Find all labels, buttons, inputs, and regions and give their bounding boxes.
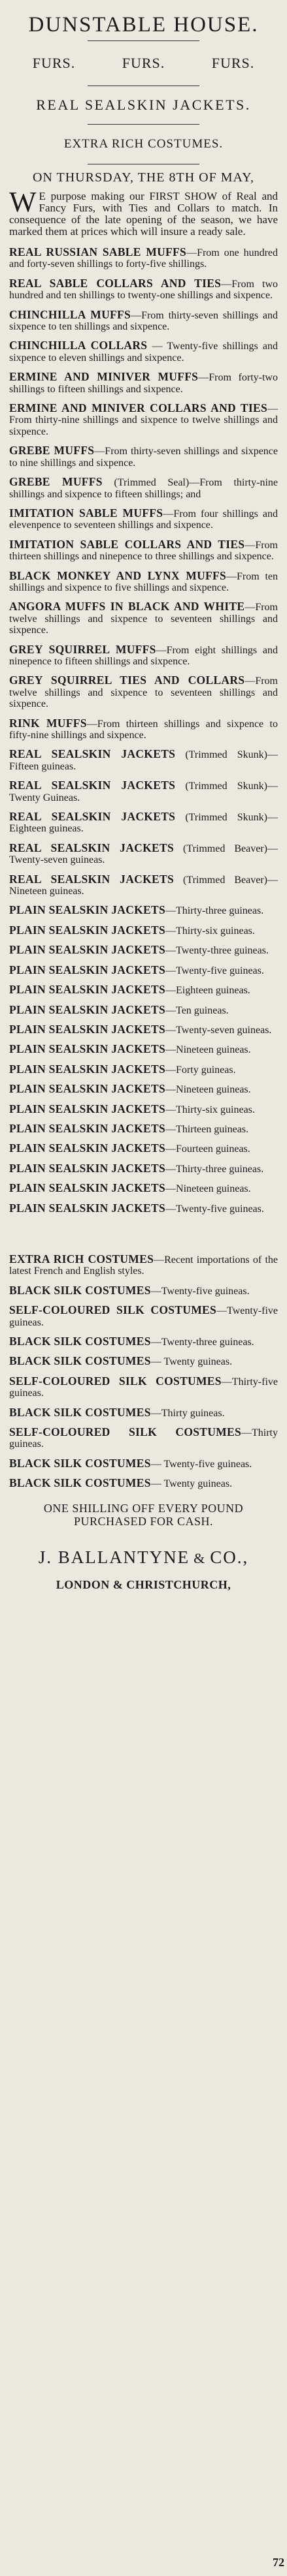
fur-entry [9,780,278,803]
fur-entry [9,925,278,937]
cash-discount-note: ONE SHILLING OFF EVERY POUND PURCHASED FOR CASH. [43,1501,244,1528]
costume-entry-title: SELF-COLOURED SILK COSTUMES [9,1425,241,1439]
fur-entry-description: —From thirty-seven shillings and sixpence to ten shillings and sixpence. [9,309,278,333]
costume-entry [9,1254,278,1277]
costume-entry [9,1285,278,1297]
fur-entry [9,811,278,835]
fur-entry-title: GREBE MUFFS [9,444,95,458]
fur-entry-title: PLAIN SEALSKIN JACKETS [9,1002,166,1016]
furs-label-2: FURS. [122,55,165,71]
sub-heading: EXTRA RICH COSTUMES. [63,137,224,151]
fur-entry [9,965,278,976]
fur-entry-description: —Twenty-five guineas. [165,965,264,976]
fur-entry-description: — Twenty-five shillings and sixpence to eleven shillings and sixpence. [9,341,278,364]
fur-entry [9,644,278,668]
costume-entry-description: — Twenty-five guineas. [150,1458,252,1470]
fur-entry-description: —From two hundred and ten shillings to twenty-one shillings and sixpence. [9,278,279,302]
fur-entry-description: —Nineteen guineas. [165,1044,251,1056]
fur-entry-description: —Twenty-seven guineas. [165,1024,272,1036]
firm-ampersand: & [194,1549,207,1566]
fur-entry-description: —Nineteen guineas. [165,1084,251,1096]
fur-entry-description: —Ten guineas. [165,1004,229,1016]
fur-entry-description: —Thirty-three guineas. [165,1163,264,1175]
fur-entry [9,403,278,437]
fur-entry-description: —From thirteen shillings and sixpence to fifty-nine shillings and sixpence. [9,718,278,741]
fur-entry-title: PLAIN SEALSKIN JACKETS [9,1062,166,1076]
fur-entry [9,1143,278,1155]
fur-entry-title: REAL SEALSKIN JACKETS [9,747,176,761]
costume-entry-title: BLACK SILK COSTUMES [9,1405,151,1419]
intro-text: E purpose making our FIRST SHOW of Real and Fancy Furs, with Ties and Collars to match. In consequence of the late opening of the season, we have marked them at prices which will insure a ready sale. [9,190,278,238]
costume-entry-title: BLACK SILK COSTUMES [9,1283,151,1297]
costume-entry-description: — Twenty guineas. [150,1356,233,1368]
fur-entry-title: CHINCHILLA COLLARS [9,339,148,352]
costume-entry-description: — Twenty guineas. [150,1478,233,1490]
costume-entry [9,1427,278,1450]
fur-entry-title: PLAIN SEALSKIN JACKETS [9,1022,166,1036]
fur-entry-description: (Trimmed Skunk)—Twenty Guineas. [9,781,278,803]
costume-entry-description: —Recent importations of the latest French and English styles. [9,1254,278,1277]
fur-entry [9,1183,278,1194]
fur-entry-description: —Thirteen guineas. [165,1123,249,1135]
fur-entry [9,247,278,270]
fur-price-list [9,247,278,1215]
fur-entry [9,1163,278,1175]
fur-entry-description: (Trimmed Beaver)—Nineteen guineas. [9,874,278,897]
fur-entry-title: PLAIN SEALSKIN JACKETS [9,943,166,957]
fur-entry-description: (Trimmed Skunk)—Fifteen guineas. [9,749,278,772]
show-date: ON THURSDAY, THE 8TH OF MAY, [32,170,254,185]
fur-entry-title: PLAIN SEALSKIN JACKETS [9,1102,166,1115]
fur-entry-description: —Thirty-six guineas. [165,925,255,937]
fur-entry-title: PLAIN SEALSKIN JACKETS [9,1121,166,1135]
fur-entry-description: —Forty guineas. [165,1064,236,1076]
fur-entry [9,476,278,500]
furs-label-3: FURS. [211,55,255,71]
fur-entry [9,675,278,709]
costume-entry-title: BLACK SILK COSTUMES [9,1335,151,1348]
fur-entry-title: REAL SEALSKIN JACKETS [9,841,174,854]
costume-entry-title: EXTRA RICH COSTUMES [9,1252,154,1265]
fur-entry-title: PLAIN SEALSKIN JACKETS [9,1161,166,1175]
fur-entry-description: —From thirteen shillings and ninepence to three shillings and sixpence. [9,539,278,563]
fur-entry-title: REAL SEALSKIN JACKETS [9,779,176,792]
fur-entry [9,601,278,636]
fur-entry [9,1123,278,1135]
fur-entry-description: —From thirty-nine shillings and sixpence to twelve shillings and sixpence. [9,403,278,437]
fur-entry [9,445,278,469]
fur-entry-description: —From one hundred and forty-seven shillings to forty-five shillings. [9,247,278,270]
fur-entry-title: ERMINE AND MINIVER MUFFS [9,370,199,384]
costume-entry-title: BLACK SILK COSTUMES [9,1476,151,1490]
costume-entry-description: —Thirty guineas. [150,1407,225,1419]
fur-entry [9,1083,278,1095]
costume-entry-description: —Twenty-three guineas. [150,1337,254,1348]
fur-entry-title: CHINCHILLA MUFFS [9,307,131,321]
fur-entry [9,984,278,996]
fur-entry-title: ANGORA MUFFS IN BLACK AND WHITE [9,600,245,613]
fur-entry-description: —From thirty-seven shillings and sixpence to nine shillings and sixpence. [9,446,279,469]
fur-entry [9,718,278,741]
costume-entry-description: —Twenty-five guineas. [150,1285,250,1297]
costume-price-list [9,1254,278,1490]
fur-entry-title: GREBE MUFFS [9,475,103,489]
firm-address: LONDON & CHRISTCHURCH, [56,1577,231,1591]
fur-entry [9,1044,278,1055]
fur-entry [9,508,278,531]
fur-entry-description: —Eighteen guineas. [165,985,250,997]
fur-entry-title: RINK MUFFS [9,716,87,730]
fur-entry-title: GREY SQUIRREL TIES AND COLLARS [9,674,245,687]
fur-entry-title: PLAIN SEALSKIN JACKETS [9,963,166,976]
furs-row [9,41,278,85]
fur-entry-description: —From ten shillings and sixpence to five shillings and sixpence. [9,570,278,593]
costume-entry-title: SELF-COLOURED SILK COSTUMES [9,1374,222,1388]
fur-entry-title: PLAIN SEALSKIN JACKETS [9,1201,166,1215]
fur-entry [9,749,278,772]
costume-entry [9,1407,278,1419]
costume-entry-title: SELF-COLOURED SILK COSTUMES [9,1303,217,1317]
costume-entry [9,1478,278,1489]
furs-label-1: FURS. [32,55,76,71]
fur-entry-description: —From eight shillings and ninepence to fifteen shillings and sixpence. [9,644,279,667]
fur-entry-title: IMITATION SABLE COLLARS AND TIES [9,537,245,551]
fur-entry [9,944,278,956]
fur-entry-description: (Trimmed Beaver)—Twenty-seven guineas. [9,843,278,866]
fur-entry-description: —Thirty-three guineas. [165,905,264,917]
costume-entry [9,1336,278,1348]
fur-entry-title: GREY SQUIRREL MUFFS [9,642,156,656]
fur-entry [9,1104,278,1115]
costume-entry-description: —Thirty-five guineas. [9,1376,278,1399]
fur-entry-title: REAL RUSSIAN SABLE MUFFS [9,245,187,258]
fur-entry [9,539,278,563]
fur-entry-title: BLACK MONKEY AND LYNX MUFFS [9,568,227,582]
main-heading: REAL SEALSKIN JACKETS. [36,97,251,113]
costume-entry-description: —Twenty-five guineas. [9,1305,278,1328]
fur-entry-title: PLAIN SEALSKIN JACKETS [9,923,166,937]
costume-entry-description: —Thirty guineas. [9,1427,278,1450]
fur-entry [9,874,278,897]
firm-name [9,1547,278,1568]
fur-entry [9,278,278,302]
costume-entry [9,1305,278,1328]
fur-entry-description: —Twenty-five guineas. [165,1203,264,1215]
fur-entry [9,843,278,866]
fur-entry [9,340,278,364]
fur-entry-description: —From four shillings and elevenpence to seventeen shillings and sixpence. [9,508,278,531]
costume-entry [9,1458,278,1470]
fur-entry [9,309,278,333]
fur-entry-description: (Trimmed Skunk)—Eighteen guineas. [9,812,278,835]
fur-entry-title: IMITATION SABLE MUFFS [9,506,163,520]
fur-entry-description: —From forty-two shillings to fifteen shillings and sixpence. [9,372,278,395]
fur-entry-title: PLAIN SEALSKIN JACKETS [9,1082,166,1096]
fur-entry-title: PLAIN SEALSKIN JACKETS [9,1181,166,1195]
firm-name-right: CO., [210,1547,249,1567]
costume-entry-title: BLACK SILK COSTUMES [9,1354,151,1368]
fur-entry-description: —Thirty-six guineas. [165,1104,255,1115]
intro-paragraph [9,186,278,238]
fur-entry-title: PLAIN SEALSKIN JACKETS [9,1141,166,1155]
fur-entry [9,371,278,395]
costume-entry [9,1356,278,1367]
fur-entry-description: —Nineteen guineas. [165,1183,251,1195]
fur-entry [9,1024,278,1036]
fur-entry-title: PLAIN SEALSKIN JACKETS [9,1042,166,1056]
fur-entry-title: ERMINE AND MINIVER COLLARS AND TIES [9,401,267,415]
fur-entry [9,1203,278,1215]
fur-entry-description: (Trimmed Seal)—From thirty-nine shillings and sixpence to fifteen shillings; and [9,477,278,500]
fur-entry-title: PLAIN SEALSKIN JACKETS [9,903,166,917]
fur-entry [9,1064,278,1076]
fur-entry-title: REAL SEALSKIN JACKETS [9,872,174,886]
fur-entry-title: REAL SEALSKIN JACKETS [9,810,176,824]
intro-dropcap: W [9,186,37,218]
fur-entry [9,570,278,594]
fur-entry-description: —From twelve shillings and sixpence to seventeen shillings and sixpence. [9,675,278,710]
firm-name-left: J. BALLANTYNE [38,1547,190,1567]
fur-entry-description: —Twenty-three guineas. [165,945,269,957]
costume-entry [9,1376,278,1399]
fur-entry-description: —Fourteen guineas. [165,1143,250,1155]
costume-entry-title: BLACK SILK COSTUMES [9,1456,151,1470]
store-title: DUNSTABLE HOUSE. [28,13,259,37]
fur-entry-title: PLAIN SEALSKIN JACKETS [9,983,166,997]
fur-entry-title: REAL SABLE COLLARS AND TIES [9,276,222,290]
fur-entry [9,905,278,916]
fur-entry-description: —From twelve shillings and sixpence to seventeen shillings and sixpence. [9,602,278,636]
fur-entry [9,1004,278,1016]
corner-number: 72 [273,2556,284,2569]
